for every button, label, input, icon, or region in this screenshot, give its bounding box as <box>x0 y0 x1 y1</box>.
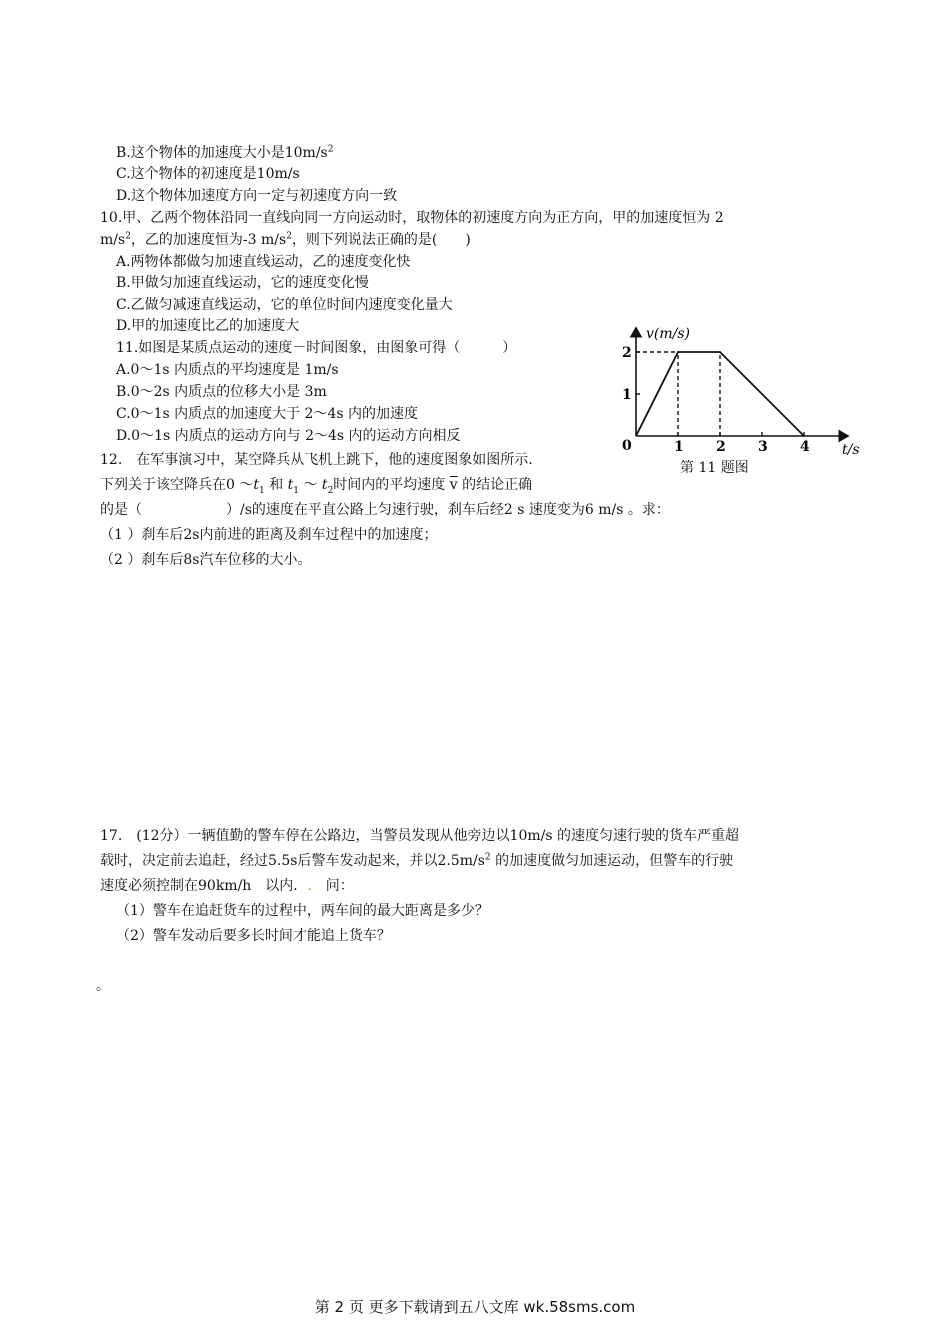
q10-option-b: B.甲做匀加速直线运动，它的速度变化慢 <box>116 275 369 291</box>
velocity-time-graph <box>612 318 872 458</box>
q10-option-a: A.两物体都做匀加速直线运动，乙的速度变化快 <box>116 254 411 270</box>
q12-line1: 12. 在军事演习中，某空降兵从飞机上跳下，他的速度图象如图所示. <box>100 452 533 468</box>
q11-option-c: C.0～1s 内质点的加速度大于 2～4s 内的加速度 <box>116 406 419 422</box>
q17-sub1: （1）警车在追赶货车的过程中，两车间的最大距离是多少？ <box>116 903 489 919</box>
q11-stem: 11.如图是某质点运动的速度－时间图象，由图象可得（ ） <box>116 340 517 356</box>
q10-stem-line1: 10.甲、乙两个物体沿同一直线向同一方向运动时，取物体的初速度方向为正方向，甲的加速度恒为 2 <box>100 210 724 226</box>
x-axis-label: t/s <box>842 442 860 458</box>
origin-label: 0 <box>622 438 632 454</box>
q12-sub1: （1 ）刹车后2s内前进的距离及刹车过程中的加速度； <box>100 527 438 543</box>
q12-line2: 下列关于该空降兵在0 $\sim t_1$ 和 $t_1$ ～ $t_2$时间内的平均速度 $\overline{v}$ 的结论正确 <box>100 477 533 496</box>
q11-option-b: B.0～2s 内质点的位移大小是 3m <box>116 384 327 400</box>
stray-period: 。 <box>96 978 110 994</box>
page-footer: 第 2 页 更多下载请到五八文库 wk.58sms.com <box>314 1298 636 1316</box>
q9-option-b: B.这个物体的加速度大小是$10m/s^2$ <box>116 144 334 161</box>
x-tick-label-2: 2 <box>716 439 726 455</box>
q17-line2: 载时，决定前去追赶，经过5.5s后警车发动起来，并以$2.5m/s^2$ 的加速度做匀加速运动，但警车的行驶 <box>100 852 734 869</box>
q17-line3: 速度必须控制在90km/h 以内．. 问： <box>100 878 354 894</box>
y-axis-label: v(m/s) <box>646 326 691 342</box>
q10-option-d: D.甲的加速度比乙的加速度大 <box>116 318 300 334</box>
y-tick-label-2: 2 <box>622 345 632 361</box>
q10-option-c: C.乙做匀减速直线运动，它的单位时间内速度变化量大 <box>116 297 453 313</box>
q12-line3: 的是（ ）/s的速度在平直公路上匀速行驶，刹车后经2 s 速度变为6 m/s 。求： <box>100 502 670 518</box>
q17-line1: 17. (12分）一辆值勤的警车停在公路边，当警员发现从他旁边以10m/s 的速度匀速行驶的货车严重超 <box>100 828 739 844</box>
q9-option-c: C.这个物体的初速度是10m/s <box>116 166 300 182</box>
x-tick-label-4: 4 <box>800 439 810 455</box>
q10-stem-line2: $m/s^2$，乙的加速度恒为-3 $m/s^2$，则下列说法正确的是( ) <box>100 231 471 248</box>
y-tick-label-1: 1 <box>622 387 632 403</box>
q17-sub2: （2）警车发动后要多长时间才能追上货车？ <box>116 928 391 944</box>
q11-option-a: A.0～1s 内质点的平均速度是 1m/s <box>116 362 339 378</box>
x-tick-label-3: 3 <box>758 439 768 455</box>
figure-caption: 第 11 题图 <box>680 460 749 476</box>
q11-option-d: D.0～1s 内质点的运动方向与 2～4s 内的运动方向相反 <box>116 428 461 444</box>
x-tick-label-1: 1 <box>674 439 684 455</box>
q9-option-d: D.这个物体加速度方向一定与初速度方向一致 <box>116 188 398 204</box>
q12-sub2: （2 ）刹车后8s汽车位移的大小。 <box>100 552 312 568</box>
